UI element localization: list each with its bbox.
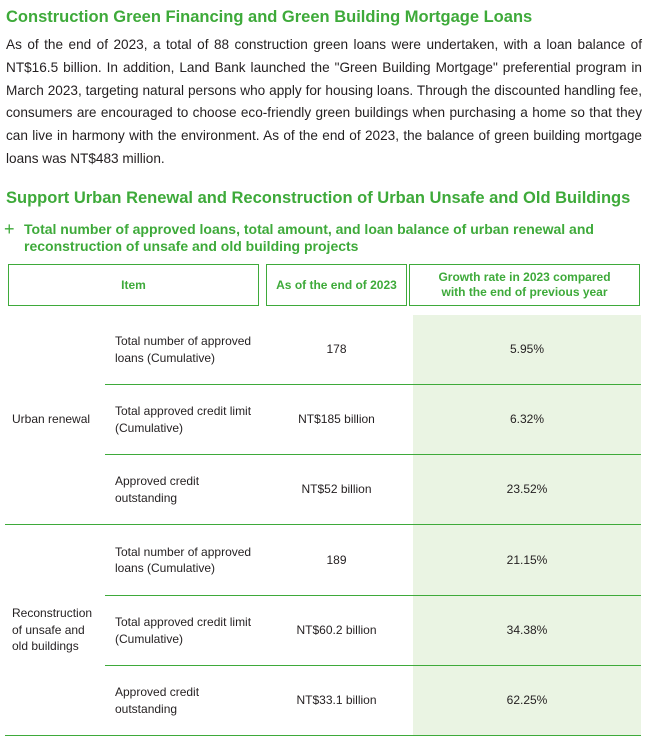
value-cell: NT$33.1 billion [296, 693, 377, 708]
value-cell: NT$60.2 billion [296, 623, 377, 638]
value-cell: NT$185 billion [298, 412, 375, 427]
section-heading-green-financing: Construction Green Financing and Green Building Mortgage Loans [6, 8, 533, 26]
growth-cell: 62.25% [506, 693, 548, 708]
value-cell: NT$52 billion [301, 482, 372, 497]
metric-label: Total approved credit limit (Cumulative) [115, 615, 252, 646]
growth-cell: 6.32% [509, 412, 545, 427]
metric-label: Approved credit outstanding [115, 474, 200, 505]
growth-cell: 23.52% [506, 482, 548, 497]
growth-cell: 5.95% [509, 342, 545, 357]
metric-label: Total number of approved loans (Cumulative) [115, 544, 252, 575]
metric-label: Total number of approved loans (Cumulative) [115, 334, 252, 365]
header-end-2023: As of the end of 2023 [266, 264, 407, 306]
section-heading-urban-renewal: Support Urban Renewal and Reconstruction of Urban Unsafe and Old Buildings [6, 189, 631, 207]
header-growth-rate: Growth rate in 2023 compared with the end of previous year [409, 264, 640, 306]
group-label: Reconstruction of unsafe and old buildings [12, 606, 93, 654]
growth-cell: 21.15% [506, 552, 548, 567]
growth-cell: 34.38% [506, 623, 548, 638]
value-cell: 178 [326, 342, 347, 357]
green-financing-paragraph: As of the end of 2023, a total of 88 construction green loans were undertaken, with a loan balance of NT$16.5 billion. In addition, Land Bank launched the "Green Building Mortgage" preferential program in March 2023, targeting natural persons who apply for housing loans. Through the discounted handling fee, consumers are encouraged to choose eco-friendly green buildings when purchasing a home so that they can live in harmony with the environment. As of the end of 2023, the balance of green building mortgage loans was NT$483 million. [6, 37, 642, 166]
plus-icon: + [4, 219, 15, 239]
metric-label: Total approved credit limit (Cumulative) [115, 404, 252, 435]
value-cell: 189 [326, 552, 347, 567]
table-caption: Total number of approved loans, total amount, and loan balance of urban renewal and reconstruction of unsafe and old building projects [24, 221, 594, 254]
group-label: Urban renewal [12, 412, 91, 427]
metric-label: Approved credit outstanding [115, 685, 200, 716]
table-bottom-border [5, 735, 641, 736]
header-item: Item [8, 264, 259, 306]
